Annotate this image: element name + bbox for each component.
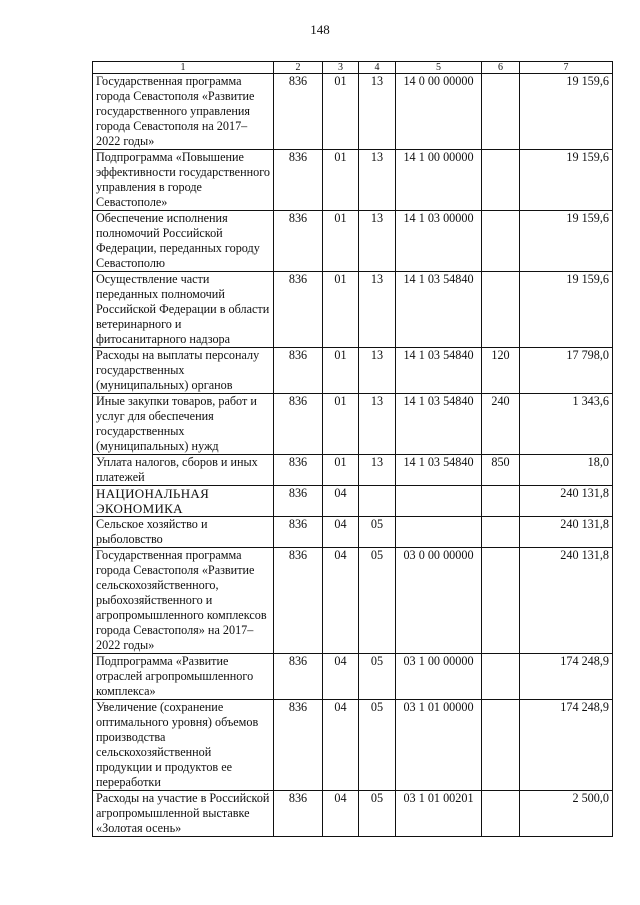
table-row	[93, 150, 613, 211]
amount-cell: 174 248,9	[520, 654, 613, 700]
amount-cell: 240 131,8	[520, 548, 613, 654]
row-name-cell: НАЦИОНАЛЬНАЯ ЭКОНОМИКА	[93, 486, 274, 517]
table-row	[93, 211, 613, 272]
target-item-cell: 14 1 03 54840	[396, 272, 482, 348]
amount-cell: 1 343,6	[520, 394, 613, 455]
table-header-row	[93, 62, 613, 74]
admin-code-cell: 836	[274, 348, 323, 394]
admin-code-cell: 836	[274, 394, 323, 455]
expense-type-cell	[482, 272, 520, 348]
subsection-cell: 05	[359, 548, 396, 654]
subsection-cell: 13	[359, 150, 396, 211]
target-item-cell: 03 1 01 00000	[396, 700, 482, 791]
table-row	[93, 517, 613, 548]
target-item-cell: 03 0 00 00000	[396, 548, 482, 654]
row-name-cell: Обеспечение исполнения полномочий Российской Федерации, переданных городу Севастополю	[93, 211, 274, 272]
subsection-cell: 05	[359, 791, 396, 837]
amount-cell: 19 159,6	[520, 150, 613, 211]
column-header: 3	[323, 62, 359, 74]
table-row	[93, 791, 613, 837]
amount-cell: 240 131,8	[520, 517, 613, 548]
expense-type-cell	[482, 74, 520, 150]
section-cell: 01	[323, 150, 359, 211]
table-row	[93, 654, 613, 700]
section-cell: 01	[323, 211, 359, 272]
table-row	[93, 272, 613, 348]
row-name-cell: Расходы на участие в Российской агропромышленной выставке «Золотая осень»	[93, 791, 274, 837]
target-item-cell: 14 0 00 00000	[396, 74, 482, 150]
target-item-cell	[396, 517, 482, 548]
admin-code-cell: 836	[274, 74, 323, 150]
amount-cell: 19 159,6	[520, 74, 613, 150]
target-item-cell: 14 1 03 54840	[396, 348, 482, 394]
target-item-cell: 14 1 00 00000	[396, 150, 482, 211]
row-name-cell: Осуществление части переданных полномочий Российской Федерации в области ветеринарного и фитосанитарного надзора	[93, 272, 274, 348]
amount-cell: 240 131,8	[520, 486, 613, 517]
subsection-cell: 13	[359, 394, 396, 455]
section-cell: 04	[323, 700, 359, 791]
target-item-cell: 14 1 03 54840	[396, 394, 482, 455]
column-header: 4	[359, 62, 396, 74]
column-header: 2	[274, 62, 323, 74]
expense-type-cell: 120	[482, 348, 520, 394]
subsection-cell: 13	[359, 211, 396, 272]
column-header: 5	[396, 62, 482, 74]
section-cell: 01	[323, 272, 359, 348]
section-cell: 04	[323, 791, 359, 837]
section-cell: 01	[323, 455, 359, 486]
expense-type-cell: 850	[482, 455, 520, 486]
subsection-cell: 13	[359, 455, 396, 486]
admin-code-cell: 836	[274, 517, 323, 548]
target-item-cell: 14 1 03 00000	[396, 211, 482, 272]
expense-type-cell	[482, 517, 520, 548]
admin-code-cell: 836	[274, 272, 323, 348]
expense-type-cell	[482, 791, 520, 837]
table-row	[93, 700, 613, 791]
amount-cell: 19 159,6	[520, 211, 613, 272]
amount-cell: 19 159,6	[520, 272, 613, 348]
row-name-cell: Иные закупки товаров, работ и услуг для обеспечения государственных (муниципальных) нужд	[93, 394, 274, 455]
section-cell: 04	[323, 548, 359, 654]
subsection-cell: 05	[359, 700, 396, 791]
row-name-cell: Государственная программа города Севастополя «Развитие сельскохозяйственного, рыбохозяйственного и агропромышленного комплексов города Севастополя» на 2017–2022 годы»	[93, 548, 274, 654]
subsection-cell: 05	[359, 517, 396, 548]
table-row	[93, 548, 613, 654]
amount-cell: 174 248,9	[520, 700, 613, 791]
section-cell: 01	[323, 394, 359, 455]
admin-code-cell: 836	[274, 548, 323, 654]
subsection-cell: 05	[359, 654, 396, 700]
subsection-cell	[359, 486, 396, 517]
row-name-cell: Государственная программа города Севастополя «Развитие государственного управления города Севастополя на 2017–2022 годы»	[93, 74, 274, 150]
expense-type-cell	[482, 700, 520, 791]
expense-type-cell: 240	[482, 394, 520, 455]
admin-code-cell: 836	[274, 486, 323, 517]
amount-cell: 17 798,0	[520, 348, 613, 394]
row-name-cell: Увеличение (сохранение оптимального уровня) объемов производства сельскохозяйственной продукции и продуктов ее переработки	[93, 700, 274, 791]
expense-type-cell	[482, 654, 520, 700]
section-cell: 04	[323, 517, 359, 548]
subsection-cell: 13	[359, 74, 396, 150]
amount-cell: 2 500,0	[520, 791, 613, 837]
section-cell: 04	[323, 654, 359, 700]
admin-code-cell: 836	[274, 455, 323, 486]
target-item-cell: 03 1 00 00000	[396, 654, 482, 700]
admin-code-cell: 836	[274, 211, 323, 272]
table-row	[93, 394, 613, 455]
section-cell: 01	[323, 348, 359, 394]
row-name-cell: Подпрограмма «Повышение эффективности государственного управления в городе Севастополе»	[93, 150, 274, 211]
subsection-cell: 13	[359, 272, 396, 348]
admin-code-cell: 836	[274, 654, 323, 700]
table-row	[93, 455, 613, 486]
table-row	[93, 486, 613, 517]
expense-type-cell	[482, 150, 520, 211]
row-name-cell: Расходы на выплаты персоналу государственных (муниципальных) органов	[93, 348, 274, 394]
budget-table	[92, 61, 613, 837]
section-cell: 04	[323, 486, 359, 517]
row-name-cell: Сельское хозяйство и рыболовство	[93, 517, 274, 548]
row-name-cell: Подпрограмма «Развитие отраслей агропромышленного комплекса»	[93, 654, 274, 700]
column-header: 6	[482, 62, 520, 74]
expense-type-cell	[482, 211, 520, 272]
target-item-cell	[396, 486, 482, 517]
admin-code-cell: 836	[274, 791, 323, 837]
page-number: 148	[310, 22, 330, 37]
table-row	[93, 348, 613, 394]
table-row	[93, 74, 613, 150]
expense-type-cell	[482, 548, 520, 654]
amount-cell: 18,0	[520, 455, 613, 486]
section-cell: 01	[323, 74, 359, 150]
admin-code-cell: 836	[274, 700, 323, 791]
expense-type-cell	[482, 486, 520, 517]
column-header: 7	[520, 62, 613, 74]
subsection-cell: 13	[359, 348, 396, 394]
target-item-cell: 14 1 03 54840	[396, 455, 482, 486]
row-name-cell: Уплата налогов, сборов и иных платежей	[93, 455, 274, 486]
column-header: 1	[93, 62, 274, 74]
target-item-cell: 03 1 01 00201	[396, 791, 482, 837]
admin-code-cell: 836	[274, 150, 323, 211]
